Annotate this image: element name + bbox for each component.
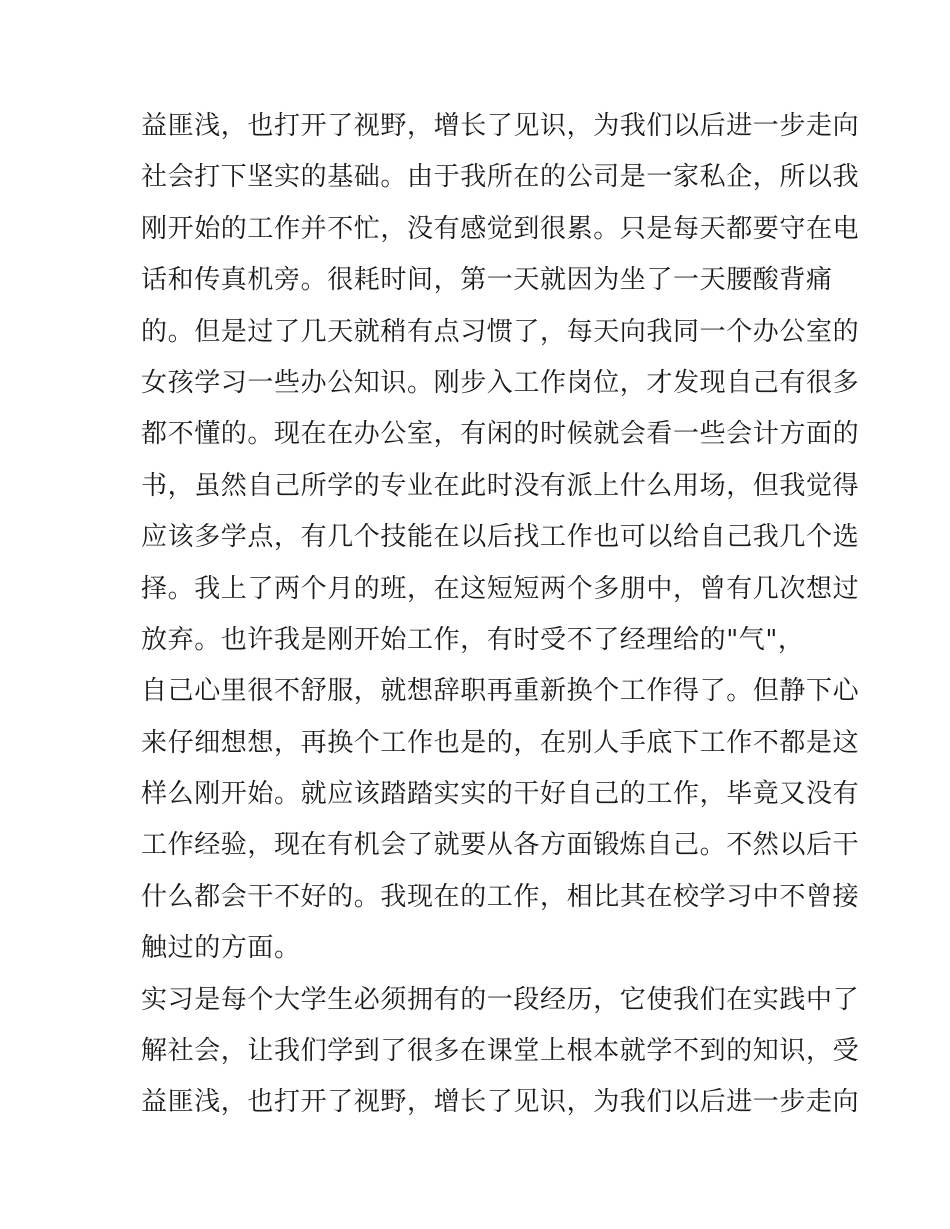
text-line-17: 触过的方面。 xyxy=(141,933,301,964)
text-line-7: 都不懂的。现在在办公室，有闲的时候就会看一些会计方面的 xyxy=(141,419,860,450)
text-line-14: 样么刚开始。就应该踏踏实实的干好自己的工作，毕竟又没有 xyxy=(141,779,860,810)
text-line-13: 来仔细想想，再换个工作也是的，在别人手底下工作不都是这 xyxy=(141,727,860,758)
text-line-4: 话和传真机旁。很耗时间，第一天就因为坐了一天腰酸背痛 xyxy=(141,265,833,296)
text-line-10: 择。我上了两个月的班，在这短短两个多朋中，曾有几次想过 xyxy=(141,573,860,604)
text-line-11: 放弃。也许我是刚开始工作，有时受不了经理给的"气"， xyxy=(141,624,805,655)
text-line-3: 刚开始的工作并不忙，没有感觉到很累。只是每天都要守在电 xyxy=(141,213,860,244)
text-line-20: 益匪浅，也打开了视野，增长了见识，为我们以后进一步走向 xyxy=(141,1087,860,1118)
text-line-1: 益匪浅，也打开了视野，增长了见识，为我们以后进一步走向 xyxy=(141,111,860,141)
text-line-9: 应该多学点，有几个技能在以后找工作也可以给自己我几个选 xyxy=(141,522,860,553)
body-text xyxy=(141,101,860,1129)
text-line-2: 社会打下坚实的基础。由于我所在的公司是一家私企，所以我 xyxy=(141,162,860,193)
text-line-18: 实习是每个大学生必须拥有的一段经历，它使我们在实践中了 xyxy=(141,984,860,1015)
text-line-5: 的。但是过了几天就稍有点习惯了，每天向我同一个办公室的 xyxy=(141,316,860,347)
text-line-15: 工作经验，现在有机会了就要从各方面锻炼自己。不然以后干 xyxy=(141,830,860,861)
text-line-8: 书，虽然自己所学的专业在此时没有派上什么用场，但我觉得 xyxy=(141,470,860,501)
text-line-6: 女孩学习一些办公知识。刚步入工作岗位，才发现自己有很多 xyxy=(141,367,860,398)
text-line-19: 解社会，让我们学到了很多在课堂上根本就学不到的知识，受 xyxy=(141,1036,860,1067)
text-line-16: 什么都会干不好的。我现在的工作，相比其在校学习中不曾接 xyxy=(141,881,860,912)
text-line-12: 自己心里很不舒服，就想辞职再重新换个工作得了。但静下心 xyxy=(141,676,860,707)
